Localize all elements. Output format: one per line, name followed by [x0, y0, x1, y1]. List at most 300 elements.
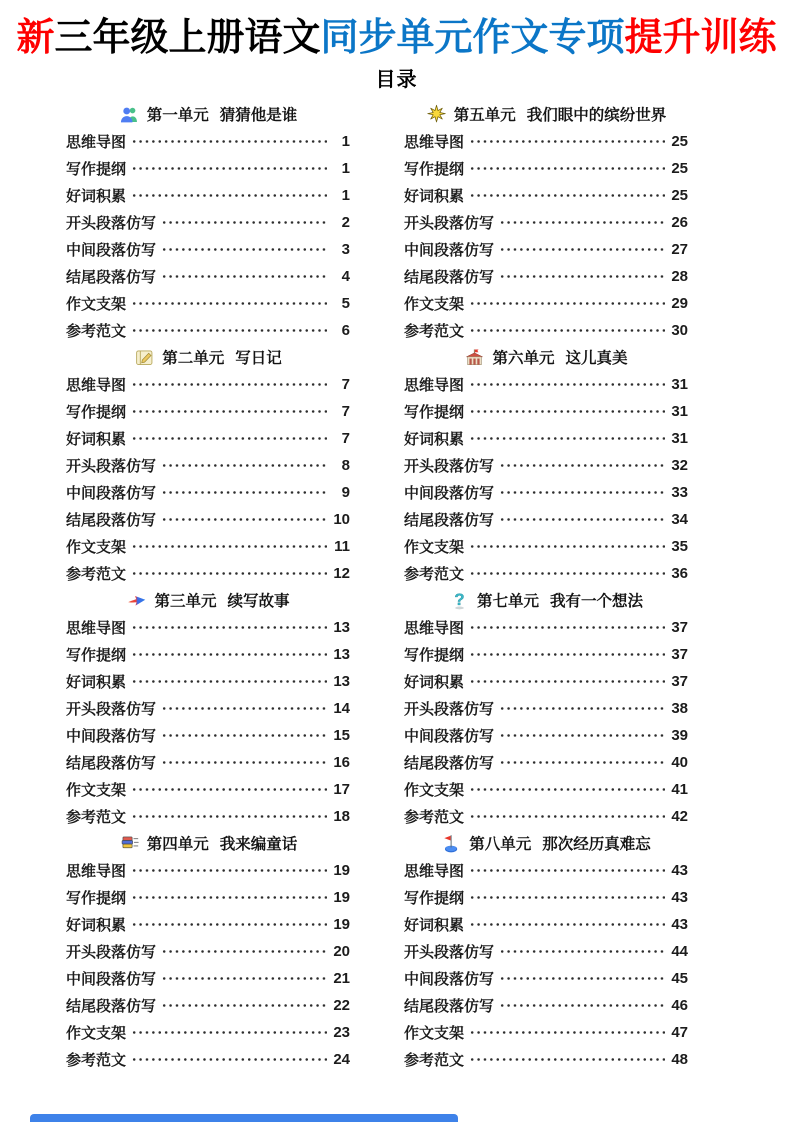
dotted-leader — [469, 398, 665, 425]
toc-entry-label: 思维导图 — [404, 619, 465, 637]
toc-entry-label: 思维导图 — [404, 862, 465, 880]
toc-entry-page: 15 — [333, 726, 350, 744]
toc-entry[interactable] — [66, 992, 350, 1019]
toc-entry-page: 40 — [671, 753, 688, 771]
unit-title: 我有一个想法 — [550, 593, 644, 611]
toc-entry-label: 参考范文 — [66, 808, 127, 826]
toc-entry-page: 19 — [333, 888, 350, 906]
dotted-leader — [161, 506, 327, 533]
flag-icon — [441, 833, 462, 854]
dotted-leader — [131, 155, 327, 182]
toc-entry[interactable] — [66, 695, 350, 722]
dotted-leader — [499, 992, 665, 1019]
toc-entry-label: 写作提纲 — [66, 160, 127, 178]
toc-entry-page: 4 — [341, 267, 350, 285]
toc-entry-page: 28 — [671, 267, 688, 285]
dotted-leader — [161, 263, 327, 290]
toc-entry[interactable] — [404, 560, 688, 587]
toc-entry-label: 参考范文 — [66, 565, 127, 583]
toc-entry[interactable] — [404, 992, 688, 1019]
toc-entry-label: 思维导图 — [66, 376, 127, 394]
toc-entry-label: 开头段落仿写 — [66, 700, 157, 718]
toc-entry-label: 作文支架 — [404, 538, 465, 556]
toc-entry[interactable] — [404, 722, 688, 749]
dotted-leader — [161, 965, 327, 992]
toc-entry-page: 23 — [333, 1023, 350, 1041]
toc-entry[interactable] — [404, 965, 688, 992]
toc-entry[interactable] — [66, 614, 350, 641]
toc-entry-label: 写作提纲 — [404, 160, 465, 178]
dotted-leader — [131, 1019, 327, 1046]
unit-title: 猜猜他是谁 — [219, 107, 298, 125]
dotted-leader — [161, 452, 327, 479]
unit-title: 写日记 — [235, 350, 282, 368]
dotted-leader — [499, 209, 665, 236]
toc-entry[interactable] — [404, 128, 688, 155]
toc-entry-page: 37 — [671, 672, 688, 690]
dotted-leader — [131, 857, 327, 884]
toc-entry-page: 39 — [671, 726, 688, 744]
toc-entry-label: 参考范文 — [66, 1051, 127, 1069]
toc-entry-label: 好词积累 — [404, 673, 465, 691]
toc-entry-page: 38 — [671, 699, 688, 717]
toc-entry[interactable] — [66, 965, 350, 992]
toc-entry-label: 中间段落仿写 — [404, 241, 495, 259]
toc-entry-label: 结尾段落仿写 — [66, 997, 157, 1015]
toc-heading: 目录 — [375, 68, 418, 91]
toc-entry-page: 10 — [333, 510, 350, 528]
toc-entry[interactable] — [404, 776, 688, 803]
toc-entry-label: 好词积累 — [66, 673, 127, 691]
unit-title: 我们眼中的缤纷世界 — [526, 107, 667, 125]
toc-entry-label: 好词积累 — [66, 916, 127, 934]
toc-entry[interactable] — [404, 668, 688, 695]
toc-entry-label: 开头段落仿写 — [404, 943, 495, 961]
toc-entry[interactable] — [404, 803, 688, 830]
toc-entry[interactable] — [66, 398, 350, 425]
toc-entry-page: 7 — [341, 429, 350, 447]
toc-entry[interactable] — [66, 317, 350, 344]
dotted-leader — [161, 695, 327, 722]
unit-header — [404, 830, 688, 857]
toc-entry-label: 中间段落仿写 — [66, 727, 157, 745]
toc-entry-page: 25 — [671, 132, 688, 150]
toc-entry[interactable] — [404, 533, 688, 560]
toc-entry-label: 开头段落仿写 — [66, 214, 157, 232]
toc-entry-page: 9 — [341, 483, 350, 501]
toc-entry-page: 45 — [671, 969, 688, 987]
toc-columns — [66, 101, 793, 1073]
toc-entry-page: 31 — [671, 429, 688, 447]
dotted-leader — [469, 641, 665, 668]
dotted-leader — [131, 776, 327, 803]
dotted-leader — [499, 722, 665, 749]
toc-entry-page: 47 — [671, 1023, 688, 1041]
toc-entry-label: 作文支架 — [404, 781, 465, 799]
toc-entry-label: 开头段落仿写 — [404, 700, 495, 718]
toc-entry-page: 44 — [671, 942, 688, 960]
toc-entry[interactable] — [404, 290, 688, 317]
toc-entry[interactable] — [66, 182, 350, 209]
toc-entry-label: 结尾段落仿写 — [404, 268, 495, 286]
toc-entry[interactable] — [66, 425, 350, 452]
toc-entry-page: 6 — [341, 321, 350, 339]
swoosh-arrow-icon — [126, 590, 147, 611]
toc-entry-page: 34 — [671, 510, 688, 528]
unit-title: 我来编童话 — [219, 836, 298, 854]
dotted-leader — [131, 128, 327, 155]
toc-entry[interactable] — [66, 263, 350, 290]
toc-entry-page: 2 — [341, 213, 350, 231]
dotted-leader — [469, 776, 665, 803]
toc-entry[interactable] — [66, 857, 350, 884]
unit-title: 那次经历真难忘 — [542, 836, 651, 854]
unit-section-1 — [66, 101, 350, 344]
toc-entry-label: 写作提纲 — [404, 646, 465, 664]
unit-title: 续写故事 — [227, 593, 290, 611]
unit-number: 第六单元 — [492, 350, 555, 368]
toc-entry-page: 3 — [341, 240, 350, 258]
toc-entry-page: 36 — [671, 564, 688, 582]
unit-title: 这儿真美 — [565, 350, 628, 368]
toc-entry-label: 作文支架 — [404, 295, 465, 313]
toc-entry[interactable] — [404, 857, 688, 884]
question-mark-icon — [449, 590, 470, 611]
toc-entry[interactable] — [404, 155, 688, 182]
toc-entry-label: 参考范文 — [66, 322, 127, 340]
unit-number: 第八单元 — [469, 836, 532, 854]
toc-entry-label: 结尾段落仿写 — [66, 754, 157, 772]
dotted-leader — [469, 1046, 665, 1073]
bottom-progress-bar — [30, 1114, 458, 1122]
toc-entry[interactable] — [66, 1046, 350, 1073]
toc-entry[interactable] — [66, 911, 350, 938]
toc-entry-label: 中间段落仿写 — [66, 970, 157, 988]
toc-entry-label: 参考范文 — [404, 1051, 465, 1069]
title-part-4: 提升训练 — [624, 17, 777, 59]
toc-entry[interactable] — [66, 803, 350, 830]
dotted-leader — [469, 317, 665, 344]
toc-entry-page: 24 — [333, 1050, 350, 1068]
toc-column-right — [404, 101, 688, 1073]
toc-entry[interactable] — [404, 884, 688, 911]
toc-entry[interactable] — [66, 1019, 350, 1046]
dotted-leader — [469, 857, 665, 884]
dotted-leader — [469, 533, 665, 560]
unit-header — [66, 830, 350, 857]
toc-entry-label: 作文支架 — [66, 295, 127, 313]
svg-text:?: ? — [454, 589, 465, 609]
toc-entry[interactable] — [404, 911, 688, 938]
toc-entry-label: 中间段落仿写 — [404, 727, 495, 745]
toc-entry-page: 33 — [671, 483, 688, 501]
toc-entry[interactable] — [404, 641, 688, 668]
dotted-leader — [131, 371, 327, 398]
toc-entry-page: 17 — [333, 780, 350, 798]
dotted-leader — [131, 668, 327, 695]
toc-entry[interactable] — [66, 452, 350, 479]
unit-header — [404, 101, 688, 128]
toc-entry[interactable] — [404, 1019, 688, 1046]
toc-entry[interactable] — [404, 209, 688, 236]
toc-entry-page: 1 — [341, 186, 350, 204]
unit-section-2 — [66, 344, 350, 587]
dotted-leader — [131, 641, 327, 668]
toc-entry-label: 参考范文 — [404, 565, 465, 583]
unit-number: 第一单元 — [146, 107, 209, 125]
toc-entry-label: 结尾段落仿写 — [404, 511, 495, 529]
toc-entry-label: 作文支架 — [66, 538, 127, 556]
sparkle-icon — [426, 104, 447, 125]
toc-entry-label: 开头段落仿写 — [66, 457, 157, 475]
dotted-leader — [131, 290, 327, 317]
dotted-leader — [161, 992, 327, 1019]
toc-entry[interactable] — [66, 209, 350, 236]
toc-entry-page: 1 — [341, 132, 350, 150]
unit-section-7 — [404, 587, 688, 830]
dotted-leader — [469, 803, 665, 830]
toc-entry-page: 11 — [334, 537, 350, 555]
toc-entry-page: 13 — [333, 618, 350, 636]
dotted-leader — [131, 398, 327, 425]
toc-entry-page: 14 — [333, 699, 350, 717]
toc-entry[interactable] — [66, 776, 350, 803]
toc-entry[interactable] — [66, 155, 350, 182]
toc-entry[interactable] — [404, 479, 688, 506]
dotted-leader — [161, 479, 327, 506]
toc-entry-page: 31 — [671, 402, 688, 420]
toc-entry[interactable] — [404, 614, 688, 641]
dotted-leader — [469, 182, 665, 209]
unit-header — [404, 344, 688, 371]
toc-entry[interactable] — [66, 749, 350, 776]
toc-entry[interactable] — [404, 263, 688, 290]
book-stack-icon — [119, 833, 140, 854]
dotted-leader — [131, 425, 327, 452]
toc-entry[interactable] — [66, 533, 350, 560]
toc-entry-page: 13 — [333, 672, 350, 690]
toc-entry-page: 37 — [671, 618, 688, 636]
dotted-leader — [499, 938, 665, 965]
toc-entry[interactable] — [404, 182, 688, 209]
dotted-leader — [131, 317, 327, 344]
toc-entry-label: 写作提纲 — [66, 403, 127, 421]
toc-entry-label: 开头段落仿写 — [66, 943, 157, 961]
toc-entry-label: 写作提纲 — [66, 889, 127, 907]
toc-entry-page: 20 — [333, 942, 350, 960]
toc-entry-page: 12 — [333, 564, 350, 582]
dotted-leader — [131, 803, 327, 830]
toc-entry-page: 46 — [671, 996, 688, 1014]
dotted-leader — [469, 1019, 665, 1046]
dotted-leader — [161, 749, 327, 776]
toc-entry-label: 好词积累 — [66, 187, 127, 205]
dotted-leader — [469, 128, 665, 155]
toc-entry-label: 结尾段落仿写 — [404, 754, 495, 772]
dotted-leader — [131, 884, 327, 911]
toc-entry-page: 7 — [341, 375, 350, 393]
toc-entry-page: 25 — [671, 186, 688, 204]
toc-entry[interactable] — [404, 938, 688, 965]
toc-entry-label: 中间段落仿写 — [66, 241, 157, 259]
dotted-leader — [131, 533, 327, 560]
unit-number: 第七单元 — [476, 593, 539, 611]
toc-entry-page: 18 — [333, 807, 350, 825]
toc-entry-label: 结尾段落仿写 — [66, 511, 157, 529]
dotted-leader — [469, 668, 665, 695]
title-part-2: 三年级上册语文 — [54, 17, 321, 59]
toc-entry-page: 19 — [333, 915, 350, 933]
dotted-leader — [499, 479, 665, 506]
toc-column-left — [66, 101, 350, 1073]
toc-entry[interactable] — [66, 479, 350, 506]
dotted-leader — [499, 506, 665, 533]
toc-entry-label: 写作提纲 — [404, 889, 465, 907]
toc-entry[interactable] — [404, 317, 688, 344]
toc-entry-label: 思维导图 — [66, 133, 127, 151]
toc-entry-page: 22 — [333, 996, 350, 1014]
toc-entry[interactable] — [66, 236, 350, 263]
dotted-leader — [469, 560, 665, 587]
toc-entry-label: 思维导图 — [66, 862, 127, 880]
toc-entry-page: 1 — [341, 159, 350, 177]
toc-entry-page: 48 — [671, 1050, 688, 1068]
unit-header — [404, 587, 688, 614]
dotted-leader — [131, 911, 327, 938]
toc-entry[interactable] — [404, 236, 688, 263]
dotted-leader — [161, 209, 327, 236]
toc-entry-page: 42 — [671, 807, 688, 825]
unit-section-6 — [404, 344, 688, 587]
toc-entry-page: 30 — [671, 321, 688, 339]
notebook-pencil-icon — [134, 347, 155, 368]
toc-entry[interactable] — [404, 1046, 688, 1073]
unit-number: 第四单元 — [146, 836, 209, 854]
toc-entry-label: 中间段落仿写 — [404, 970, 495, 988]
unit-section-3 — [66, 587, 350, 830]
school-building-icon — [464, 347, 485, 368]
toc-entry-page: 8 — [341, 456, 350, 474]
toc-entry-page: 7 — [341, 402, 350, 420]
toc-entry-page: 35 — [671, 537, 688, 555]
toc-entry[interactable] — [404, 695, 688, 722]
toc-entry[interactable] — [66, 641, 350, 668]
dotted-leader — [131, 182, 327, 209]
toc-entry-page: 43 — [671, 861, 688, 879]
toc-entry[interactable] — [404, 371, 688, 398]
page-title — [0, 0, 793, 62]
unit-section-4 — [66, 830, 350, 1073]
toc-entry-label: 作文支架 — [66, 781, 127, 799]
dotted-leader — [469, 425, 665, 452]
toc-entry[interactable] — [66, 668, 350, 695]
toc-entry-page: 21 — [333, 969, 350, 987]
toc-entry-label: 好词积累 — [404, 916, 465, 934]
toc-entry-label: 写作提纲 — [66, 646, 127, 664]
toc-entry-page: 43 — [671, 888, 688, 906]
toc-entry[interactable] — [404, 452, 688, 479]
toc-entry-label: 好词积累 — [404, 430, 465, 448]
toc-entry[interactable] — [66, 938, 350, 965]
two-people-icon — [119, 104, 140, 125]
toc-entry-label: 参考范文 — [404, 322, 465, 340]
unit-section-5 — [404, 101, 688, 344]
toc-entry[interactable] — [66, 128, 350, 155]
toc-entry-page: 25 — [671, 159, 688, 177]
dotted-leader — [469, 155, 665, 182]
toc-entry-label: 写作提纲 — [404, 403, 465, 421]
toc-entry-page: 37 — [671, 645, 688, 663]
toc-entry-page: 32 — [671, 456, 688, 474]
dotted-leader — [161, 938, 327, 965]
toc-entry-page: 16 — [333, 753, 350, 771]
dotted-leader — [469, 371, 665, 398]
toc-entry-label: 参考范文 — [404, 808, 465, 826]
toc-entry-page: 5 — [341, 294, 350, 312]
toc-entry-label: 作文支架 — [66, 1024, 127, 1042]
toc-entry-label: 中间段落仿写 — [404, 484, 495, 502]
unit-header — [66, 344, 350, 371]
unit-header — [66, 587, 350, 614]
toc-entry-page: 29 — [671, 294, 688, 312]
toc-entry-label: 结尾段落仿写 — [66, 268, 157, 286]
unit-number: 第三单元 — [154, 593, 217, 611]
toc-entry-label: 思维导图 — [404, 376, 465, 394]
toc-entry[interactable] — [66, 290, 350, 317]
toc-entry[interactable] — [66, 560, 350, 587]
dotted-leader — [499, 965, 665, 992]
toc-entry-label: 开头段落仿写 — [404, 457, 495, 475]
dotted-leader — [499, 263, 665, 290]
title-part-3: 同步单元作文专项 — [320, 17, 625, 59]
dotted-leader — [131, 1046, 327, 1073]
toc-entry-page: 13 — [333, 645, 350, 663]
title-part-1: 新 — [16, 17, 55, 59]
toc-entry[interactable] — [404, 398, 688, 425]
dotted-leader — [499, 749, 665, 776]
toc-entry[interactable] — [66, 506, 350, 533]
dotted-leader — [161, 236, 327, 263]
toc-entry[interactable] — [404, 425, 688, 452]
unit-number: 第二单元 — [162, 350, 225, 368]
toc-entry-page: 41 — [671, 780, 688, 798]
toc-entry-page: 27 — [671, 240, 688, 258]
dotted-leader — [469, 911, 665, 938]
toc-entry[interactable] — [66, 884, 350, 911]
toc-entry-label: 作文支架 — [404, 1024, 465, 1042]
toc-entry-label: 思维导图 — [404, 133, 465, 151]
unit-section-8 — [404, 830, 688, 1073]
dotted-leader — [469, 290, 665, 317]
toc-entry-label: 开头段落仿写 — [404, 214, 495, 232]
toc-entry-label: 好词积累 — [66, 430, 127, 448]
toc-entry[interactable] — [66, 371, 350, 398]
toc-entry-label: 思维导图 — [66, 619, 127, 637]
unit-number: 第五单元 — [453, 107, 516, 125]
dotted-leader — [131, 560, 327, 587]
dotted-leader — [161, 722, 327, 749]
toc-entry-label: 结尾段落仿写 — [404, 997, 495, 1015]
toc-entry-page: 31 — [671, 375, 688, 393]
toc-entry-page: 43 — [671, 915, 688, 933]
dotted-leader — [469, 614, 665, 641]
toc-entry[interactable] — [66, 722, 350, 749]
toc-entry[interactable] — [404, 749, 688, 776]
toc-entry-label: 好词积累 — [404, 187, 465, 205]
toc-entry[interactable] — [404, 506, 688, 533]
dotted-leader — [499, 452, 665, 479]
dotted-leader — [469, 884, 665, 911]
